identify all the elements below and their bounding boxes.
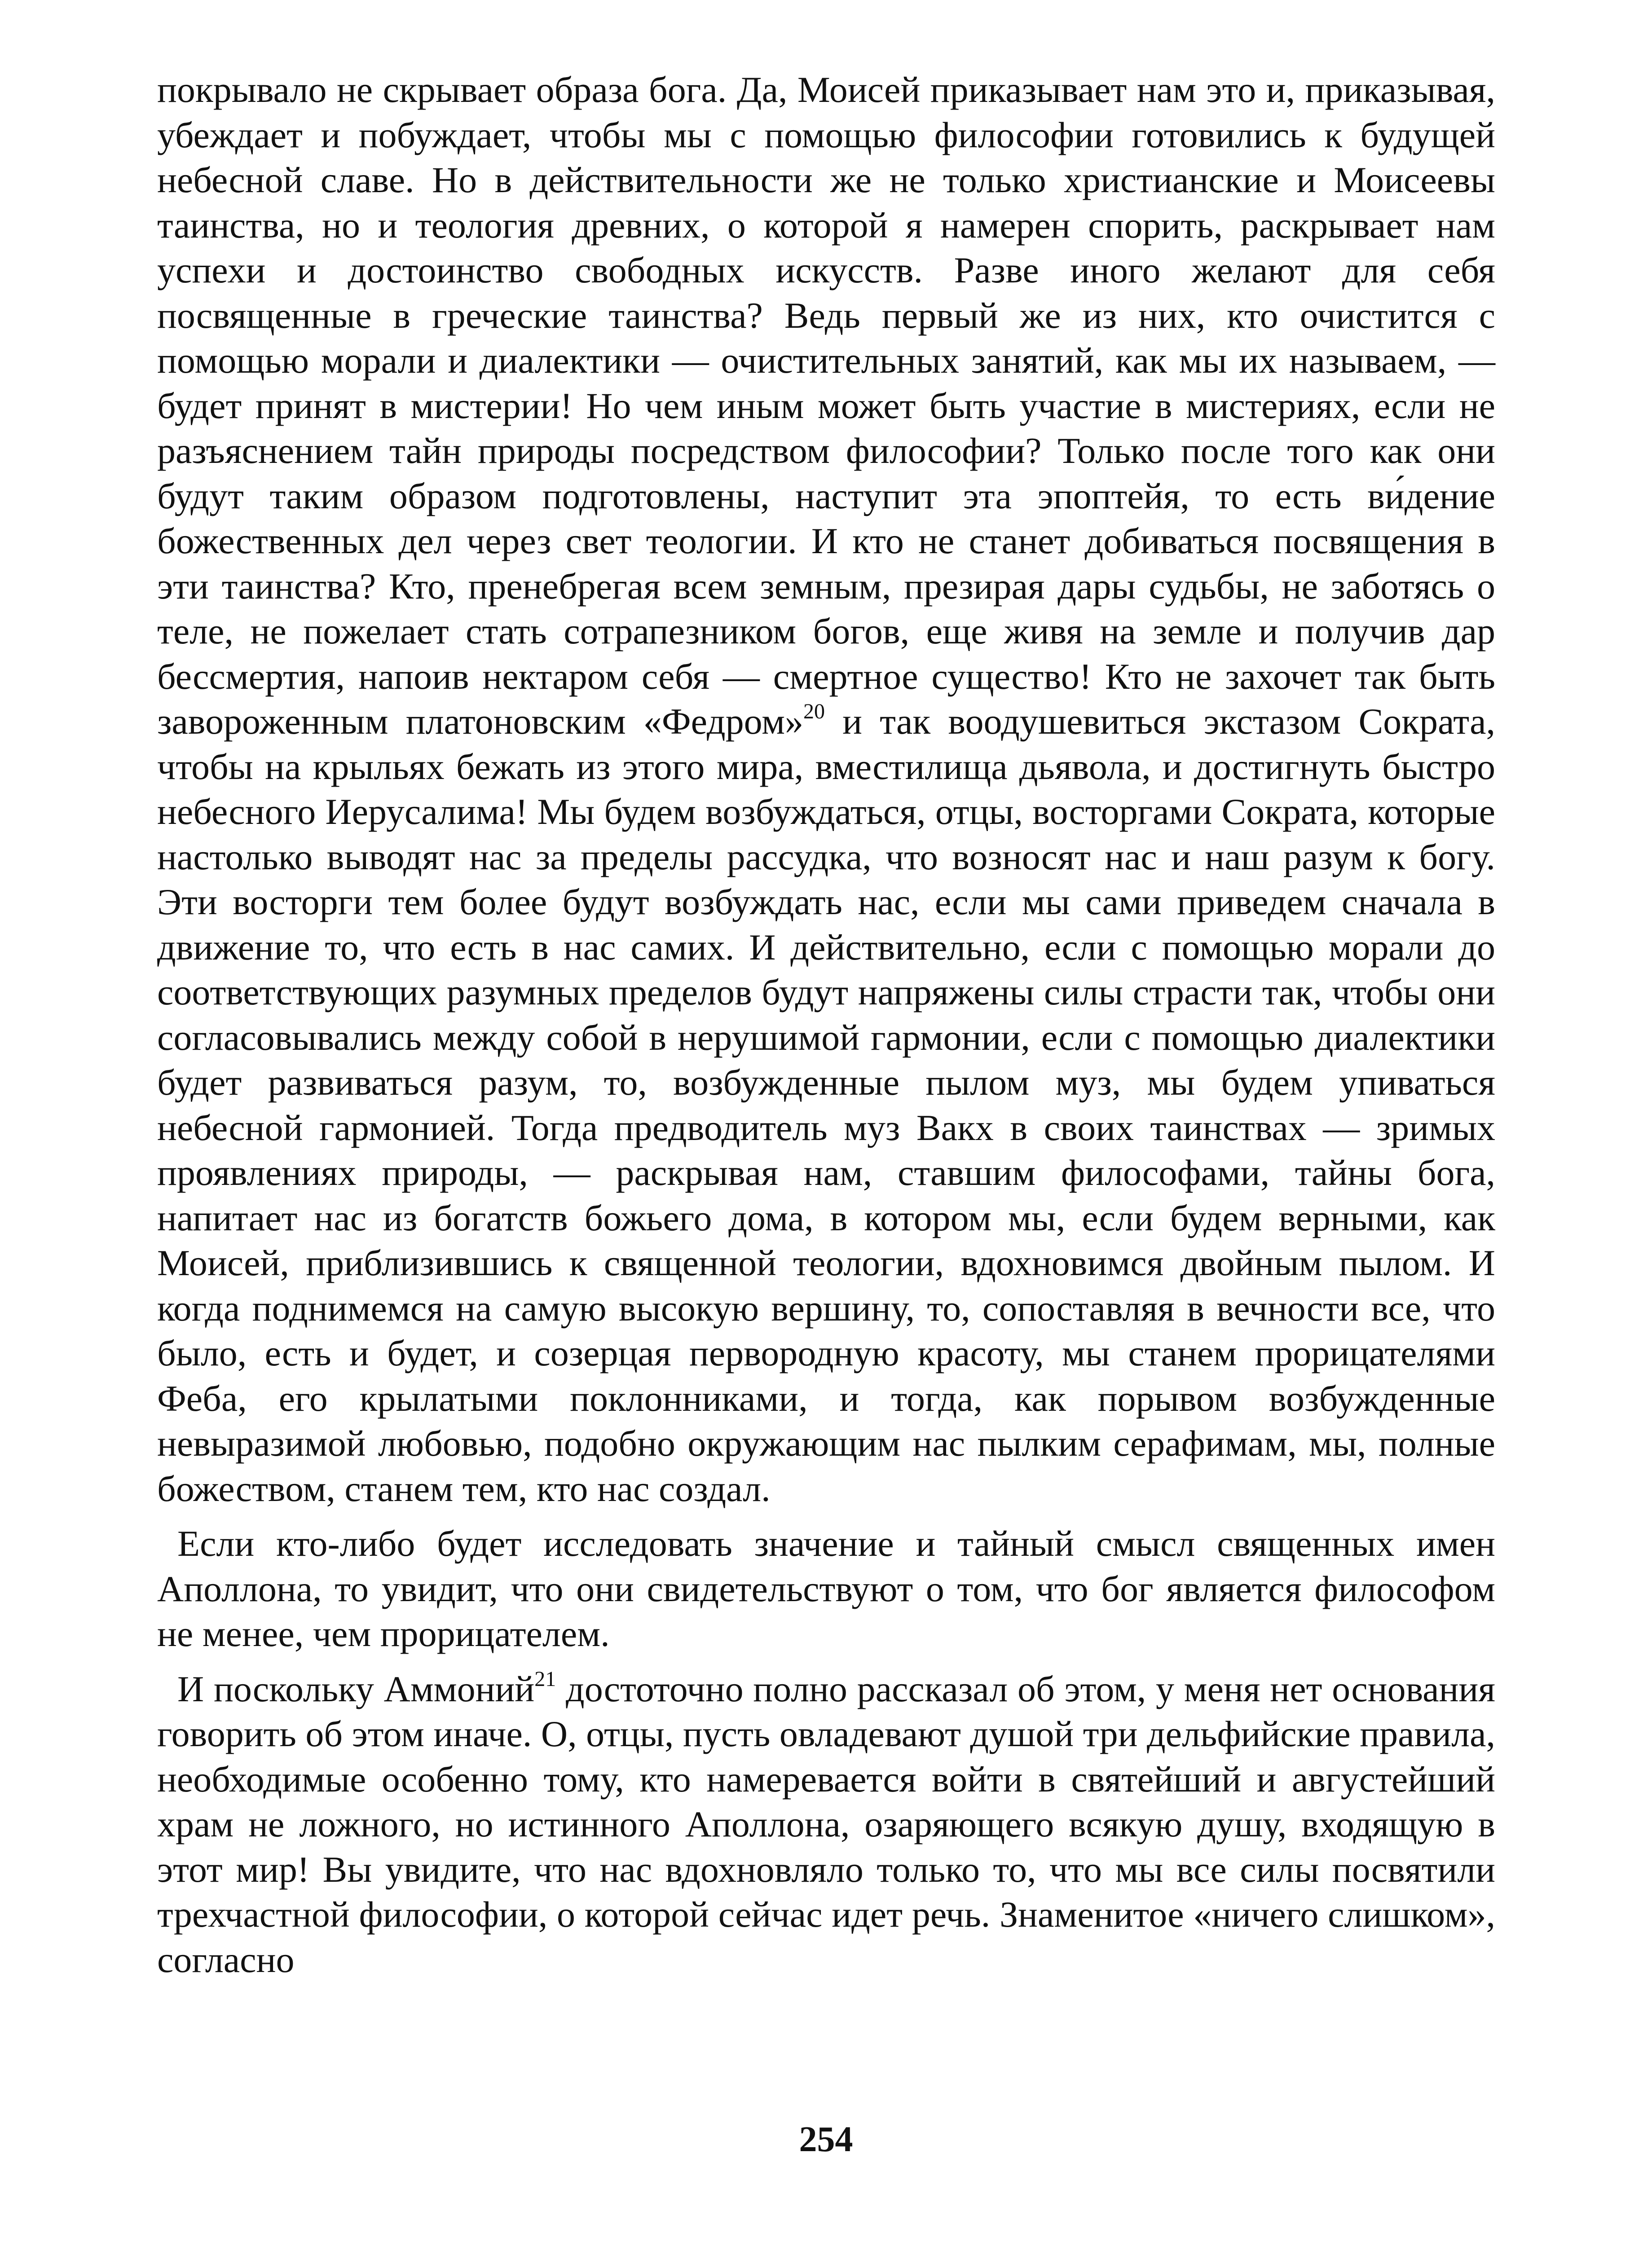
page-number: 254: [799, 2120, 853, 2159]
paragraph-1: [157, 67, 1495, 1511]
footnote-ref-20[interactable]: 20: [803, 700, 825, 723]
paragraph-1-text-b: и так воодушевиться экстазом Сократа, чтобы на крыльях бежать из этого мира, вместилища дьявола, и достигнуть быстро небесного Иерусалима! Мы будем возбуждаться, отцы, восторгами Сократа, которые настолько выводят нас за пределы рассудка, что возносят нас и наш разум к богу. Эти восторги тем более будут возбуждать нас, если мы сами приведем сначала в движение то, что есть в нас самих. И действительно, если с помощью морали до соответствующих разумных пределов будут напряжены силы страсти так, чтобы они согласовывались между собой в нерушимой гармонии, если с помощью диалектики будет развиваться разум, то, возбужденные пылом муз, мы будем упиваться небесной гармонией. Тогда предводитель муз Вакх в своих таинствах — зримых проявлениях природы, — раскрывая нам, ставшим философами, тайны бога, напитает нас из богатств божьего дома, в котором мы, если будем верными, как Моисей, приблизившись к священной теологии, вдохновимся двойным пылом. И когда поднимемся на самую высокую вершину, то, сопоставляя в вечности все, что было, есть и будет, и созерцая первородную красоту, мы станем прорицателями Феба, его крылатыми поклонниками, и тогда, как порывом возбужденные невыразимой любовью, подобно окружающим нас пылким серафимам, мы, полные божеством, станем тем, кто нас создал.: [157, 701, 1495, 1509]
footnote-ref-21[interactable]: 21: [534, 1667, 556, 1691]
page-body: [157, 67, 1495, 1982]
paragraph-3: [157, 1667, 1495, 1983]
paragraph-3-text-b: достоточно полно рассказал об этом, у меня нет основания говорить об этом иначе. О, отцы, пусть овладевают душой три дельфийские правила, необходимые особенно тому, кто намеревается войти в святейший и августейший храм не ложного, но истинного Аполлона, озаряющего всякую душу, входящую в этот мир! Вы увидите, что нас вдохновляло только то, что мы все силы посвятили трехчастной философии, о которой сейчас идет речь. Знаменитое «ничего слишком», согласно: [157, 1668, 1495, 1980]
paragraph-2-text: Если кто-либо будет исследовать значение и тайный смысл священных имен Аполлона, то увидит, что они свидетельствуют о том, что бог является философом не менее, чем прорицателем.: [157, 1523, 1495, 1654]
paragraph-3-text-a: И поскольку Аммоний: [177, 1668, 535, 1709]
paragraph-2: [157, 1521, 1495, 1657]
paragraph-1-text-a: покрывало не скрывает образа бога. Да, Моисей приказывает нам это и, приказывая, убеждает и побуждает, чтобы мы с помощью философии готовились к будущей небесной славе. Но в действительности же не только христианские и Моисеевы таинства, но и теология древних, о которой я намерен спорить, раскрывает нам успехи и достоинство свободных искусств. Разве иного желают для себя посвященные в греческие таинства? Ведь первый же из них, кто очистится с помощью морали и диалектики — очистительных занятий, как мы их называем, — будет принят в мистерии! Но чем иным может быть участие в мистериях, если не разъяснением тайн природы посредством философии? Только после того как они будут таким образом подготовлены, наступит эта эпоптейя, то есть ви́дение божественных дел через свет теологии. И кто не станет добиваться посвящения в эти таинства? Кто, пренебрегая всем земным, презирая дары судьбы, не заботясь о теле, не пожелает стать сотрапезником богов, еще живя на земле и получив дар бессмертия, напоив нектаром себя — смертное существо! Кто не захочет так быть завороженным платоновским «Федром»: [157, 69, 1495, 742]
